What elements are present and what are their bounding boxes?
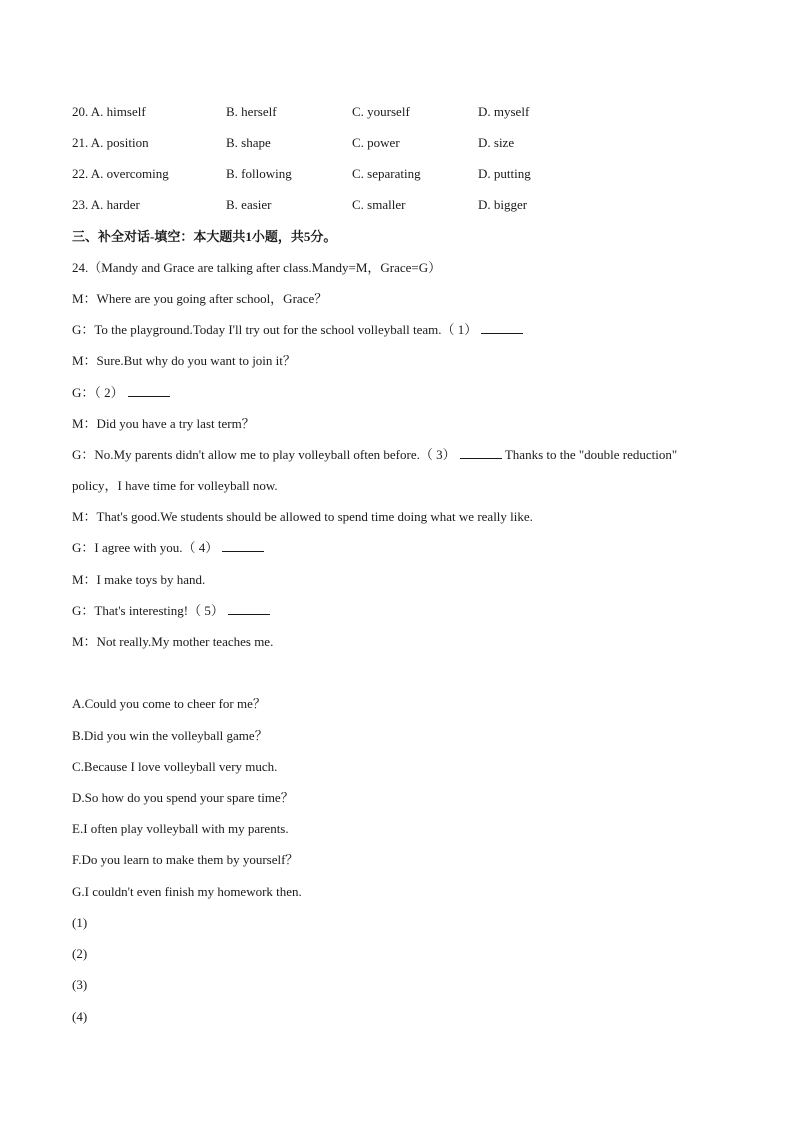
dialogue-line: M：Did you have a try last term？ (72, 416, 255, 431)
answer-slot-3: (3) (72, 977, 88, 992)
answer-blank-5 (228, 603, 270, 615)
dialogue-line-blank-5 (72, 603, 270, 619)
dialogue-text: G：I agree with you.（ 4） (72, 540, 219, 555)
dialogue-text: G：No.My parents didn't allow me to play volleyball often before.（ 3） (72, 447, 456, 462)
dialogue-line: policy，I have time for volleyball now. (72, 478, 278, 493)
dialogue-line-blank-2 (72, 385, 170, 401)
choice-e: E.I often play volleyball with my parents. (72, 821, 289, 836)
choice-f: F.Do you learn to make them by yourself？ (72, 852, 299, 867)
answer-blank-3 (460, 447, 502, 459)
answer-slot-1: (1) (72, 915, 88, 930)
q20-option-b: B. herself (226, 104, 277, 119)
dialogue-line: M：That's good.We students should be allowed to spend time doing what we really like. (72, 509, 533, 524)
q23-option-a: 23. A. harder (72, 197, 140, 212)
choice-d: D.So how do you spend your spare time？ (72, 790, 294, 805)
q23-option-c: C. smaller (352, 197, 406, 212)
dialogue-line-blank-3 (72, 447, 677, 463)
q21-option-d: D. size (478, 135, 515, 150)
answer-slot-4: (4) (72, 1009, 88, 1024)
dialogue-line: M：Where are you going after school，Grace？ (72, 291, 328, 306)
choice-g: G.I couldn't even finish my homework then. (72, 884, 302, 899)
dialogue-line: M：I make toys by hand. (72, 572, 206, 587)
q21-option-c: C. power (352, 135, 400, 150)
q20-option-c: C. yourself (352, 104, 410, 119)
q21-option-b: B. shape (226, 135, 271, 150)
q22-option-b: B. following (226, 166, 292, 181)
dialogue-line-blank-4 (72, 540, 264, 556)
choice-b: B.Did you win the volleyball game？ (72, 728, 268, 743)
q23-option-b: B. easier (226, 197, 272, 212)
choice-c: C.Because I love volleyball very much. (72, 759, 278, 774)
answer-blank-2 (128, 385, 170, 397)
dialogue-text: G：To the playground.Today I'll try out for the school volleyball team.（ 1） (72, 322, 478, 337)
dialogue-text-continued: Thanks to the "double reduction" (504, 447, 678, 462)
q22-option-c: C. separating (352, 166, 421, 181)
q22-option-d: D. putting (478, 166, 531, 181)
q22-option-a: 22. A. overcoming (72, 166, 169, 181)
answer-slot-2: (2) (72, 946, 88, 961)
dialogue-text: G：（ 2） (72, 385, 124, 400)
answer-blank-4 (222, 540, 264, 552)
q20-option-d: D. myself (478, 104, 530, 119)
q20-option-a: 20. A. himself (72, 104, 146, 119)
q24-intro: 24.（Mandy and Grace are talking after class.Mandy=M，Grace=G） (72, 260, 442, 275)
dialogue-line: M：Not really.My mother teaches me. (72, 634, 274, 649)
dialogue-line-blank-1 (72, 322, 523, 338)
q23-option-d: D. bigger (478, 197, 528, 212)
dialogue-text: G：That's interesting!（ 5） (72, 603, 224, 618)
choice-a: A.Could you come to cheer for me？ (72, 696, 266, 711)
answer-blank-1 (481, 322, 523, 334)
section-heading: 三、补全对话-填空：本大题共1小题，共5分。 (72, 229, 337, 244)
q21-option-a: 21. A. position (72, 135, 149, 150)
dialogue-line: M：Sure.But why do you want to join it？ (72, 353, 296, 368)
